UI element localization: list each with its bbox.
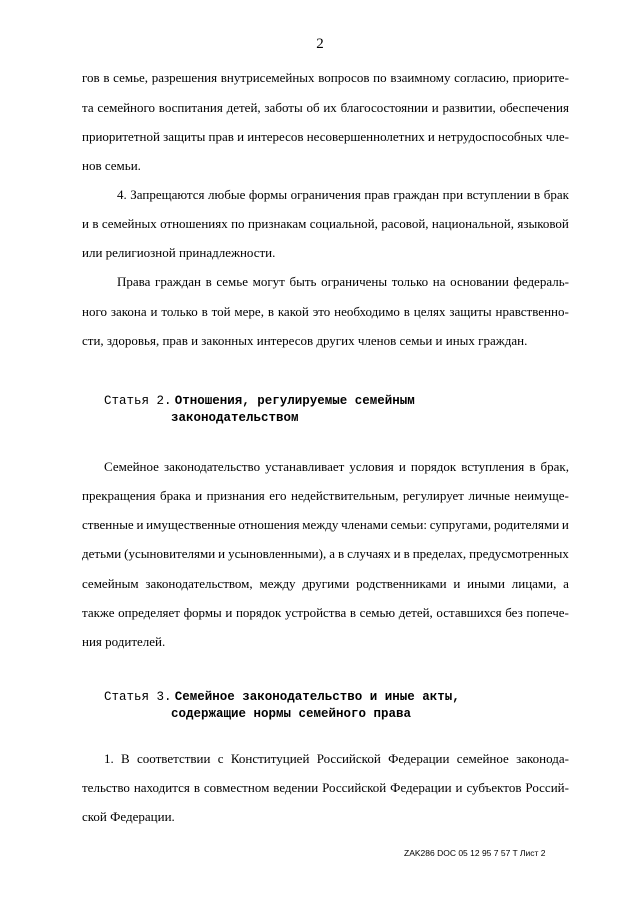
paragraph-line: или религиозной принадлежности. [82,245,276,260]
paragraph-line: тельство находится в совместном ведении Российской Федерации и субъектов Россий- [82,780,569,795]
paragraph-line: 1. В соответствии с Конституцией Российской Федерации семейное законода- [104,751,569,766]
article-2-heading [104,392,415,409]
paragraph-line: ской Федерации. [82,809,175,824]
article-2-prefix: Статья 2. [104,394,172,408]
paragraph-line: 4. Запрещаются любые формы ограничения прав граждан при вступлении в брак [117,187,569,202]
article-3-heading [104,688,460,705]
paragraph-line: приоритетной защиты прав и интересов несовершеннолетних и нетрудоспособных чле- [82,129,569,144]
paragraph-line: детьми (усыновителями и усыновленными), а в случаях и в пределах, предусмотренных [82,546,569,561]
paragraph-line: Права граждан в семье могут быть ограничены только на основании федераль- [117,274,569,289]
paragraph-line: нов семьи. [82,158,141,173]
paragraph-line: сти, здоровья, прав и законных интересов других членов семьи и иных граждан. [82,333,528,348]
article-2-title-line-1: Отношения, регулируемые семейным [174,394,415,408]
paragraph-line: прекращения брака и признания его недействительным, регулирует личные неимуще- [82,488,569,503]
article-2-heading-continued [171,409,299,426]
paragraph-line: также определяет формы и порядок устройства в семью детей, оставшихся без попече- [82,605,569,620]
document-footer: ZAK286 DOC 05 12 95 7 57 T Лист 2 [404,848,546,858]
paragraph-line: та семейного воспитания детей, заботы об их благосостоянии и развитии, обеспечения [82,100,569,115]
paragraph-line: и в семейных отношениях по признакам социальной, расовой, национальной, языковой [82,216,569,231]
page-number: 2 [316,36,324,52]
article-3-title-line-2: содержащие нормы семейного права [171,707,412,721]
paragraph-line: ния родителей. [82,634,166,649]
article-3-title-line-1: Семейное законодательство и иные акты, [174,690,460,704]
paragraph-line: Семейное законодательство устанавливает условия и порядок вступления в брак, [104,459,569,474]
article-2-title-line-2: законодательством [171,411,299,425]
paragraph-line: семейным законодательством, между другими родственниками и иными лицами, а [82,576,569,591]
article-3-prefix: Статья 3. [104,690,172,704]
paragraph-line: ственные и имущественные отношения между членами семьи: супругами, родителями и [82,517,569,532]
paragraph-line: ного закона и только в той мере, в какой это необходимо в целях защиты нравственно- [82,304,569,319]
article-3-heading-continued [171,705,411,722]
paragraph-line: гов в семье, разрешения внутрисемейных вопросов по взаимному согласию, приорите- [82,70,569,85]
